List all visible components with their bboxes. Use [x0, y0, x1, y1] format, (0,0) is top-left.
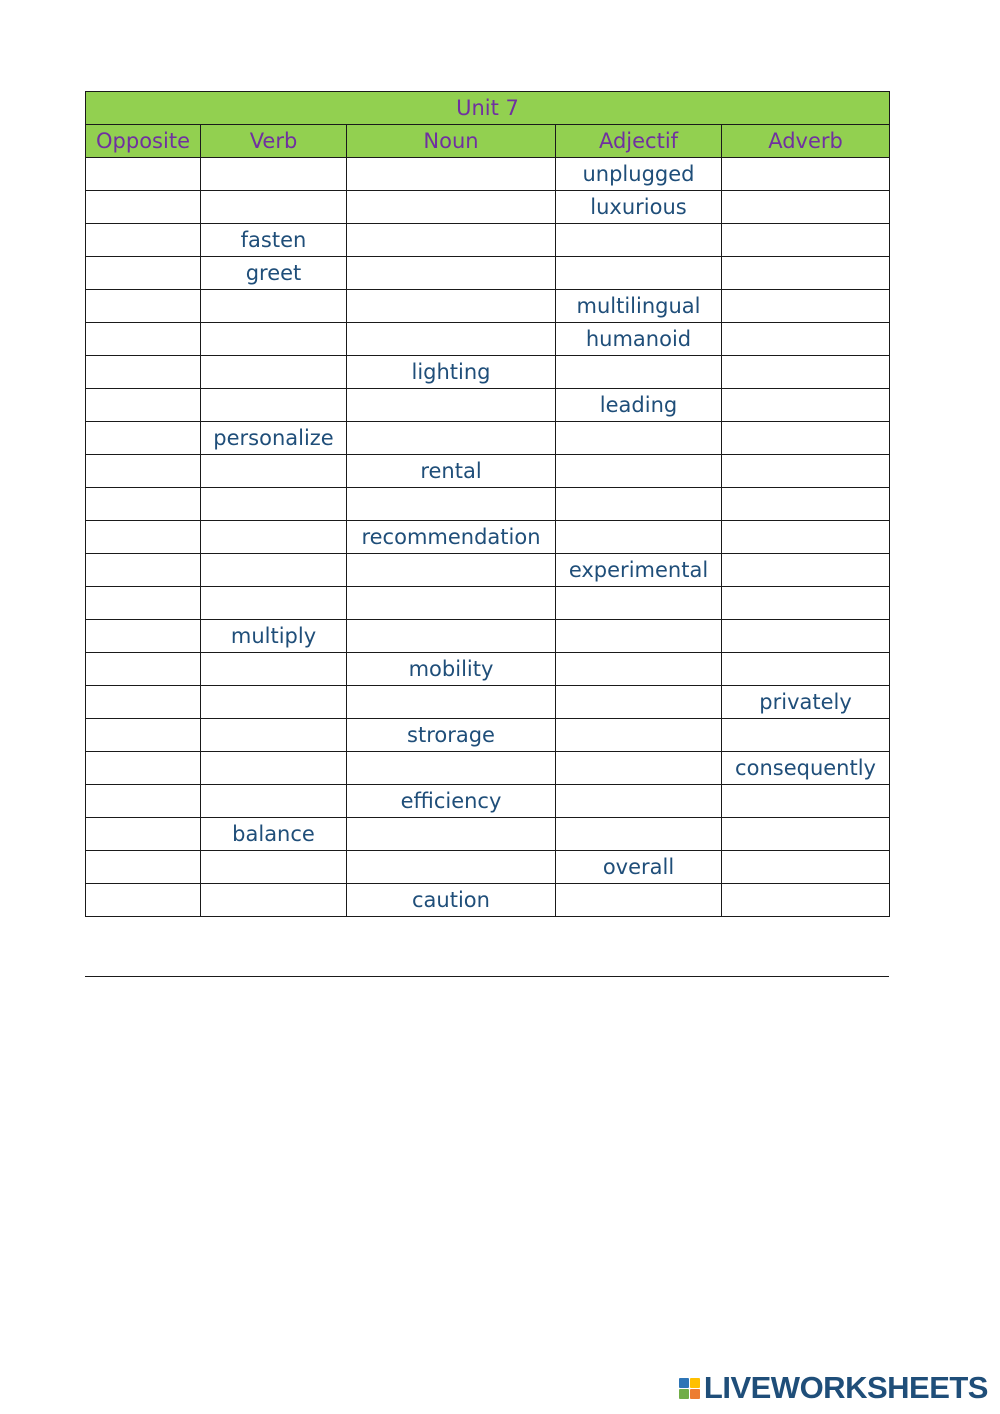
blank-input-cell[interactable] [556, 488, 722, 521]
blank-input-cell[interactable] [86, 323, 201, 356]
logo-square [679, 1389, 689, 1399]
table-title: Unit 7 [86, 92, 890, 125]
vocabulary-table [85, 91, 890, 917]
blank-input-cell[interactable] [722, 455, 890, 488]
blank-input-cell[interactable] [86, 554, 201, 587]
blank-input-cell[interactable] [556, 224, 722, 257]
blank-input-cell[interactable] [347, 752, 556, 785]
blank-input-cell[interactable] [201, 455, 347, 488]
blank-input-cell[interactable] [201, 356, 347, 389]
blank-input-cell[interactable] [201, 554, 347, 587]
column-header-verb: Verb [201, 125, 347, 158]
table-row [86, 455, 890, 488]
table-row [86, 785, 890, 818]
blank-input-cell[interactable] [86, 191, 201, 224]
blank-input-cell[interactable] [86, 653, 201, 686]
blank-input-cell[interactable] [201, 587, 347, 620]
word-cell: overall [556, 851, 722, 884]
blank-input-cell[interactable] [201, 191, 347, 224]
blank-input-cell[interactable] [722, 488, 890, 521]
blank-input-cell[interactable] [722, 389, 890, 422]
blank-input-cell[interactable] [722, 587, 890, 620]
blank-input-cell[interactable] [722, 719, 890, 752]
blank-input-cell[interactable] [722, 158, 890, 191]
table-row [86, 719, 890, 752]
blank-input-cell[interactable] [722, 191, 890, 224]
blank-input-cell[interactable] [347, 554, 556, 587]
blank-input-cell[interactable] [722, 323, 890, 356]
blank-input-cell[interactable] [201, 653, 347, 686]
word-cell: humanoid [556, 323, 722, 356]
column-header-adjectif: Adjectif [556, 125, 722, 158]
blank-input-cell[interactable] [722, 620, 890, 653]
blank-input-cell[interactable] [201, 851, 347, 884]
logo-square [690, 1378, 700, 1388]
table-row [86, 851, 890, 884]
blank-input-cell[interactable] [347, 620, 556, 653]
table-row [86, 554, 890, 587]
blank-input-cell[interactable] [201, 488, 347, 521]
word-cell: recommendation [347, 521, 556, 554]
word-cell: lighting [347, 356, 556, 389]
blank-input-cell[interactable] [86, 290, 201, 323]
blank-input-cell[interactable] [722, 224, 890, 257]
blank-input-cell[interactable] [201, 686, 347, 719]
blank-input-cell[interactable] [556, 521, 722, 554]
table-row [86, 389, 890, 422]
blank-input-cell[interactable] [556, 785, 722, 818]
blank-input-cell[interactable] [86, 719, 201, 752]
blank-input-cell[interactable] [722, 554, 890, 587]
word-cell: efficiency [347, 785, 556, 818]
word-cell: leading [556, 389, 722, 422]
blank-input-cell[interactable] [556, 587, 722, 620]
table-row [86, 587, 890, 620]
blank-input-cell[interactable] [347, 818, 556, 851]
word-cell: mobility [347, 653, 556, 686]
blank-input-cell[interactable] [201, 389, 347, 422]
table-row [86, 290, 890, 323]
blank-input-cell[interactable] [86, 356, 201, 389]
table-row [86, 884, 890, 917]
blank-input-cell[interactable] [86, 785, 201, 818]
worksheet [85, 91, 889, 917]
blank-input-cell[interactable] [347, 290, 556, 323]
word-cell: balance [201, 818, 347, 851]
column-header-adverb: Adverb [722, 125, 890, 158]
brand-footer [679, 1370, 988, 1406]
table-row [86, 818, 890, 851]
column-header-opposite: Opposite [86, 125, 201, 158]
table-row [86, 422, 890, 455]
blank-input-cell[interactable] [201, 785, 347, 818]
blank-input-cell[interactable] [201, 290, 347, 323]
blank-input-cell[interactable] [201, 719, 347, 752]
brand-name: LIVEWORKSHEETS [703, 1370, 988, 1405]
blank-input-cell[interactable] [556, 653, 722, 686]
table-row [86, 323, 890, 356]
table-row [86, 257, 890, 290]
blank-input-cell[interactable] [86, 422, 201, 455]
word-cell: strorage [347, 719, 556, 752]
blank-input-cell[interactable] [347, 686, 556, 719]
blank-input-cell[interactable] [556, 356, 722, 389]
blank-input-cell[interactable] [86, 818, 201, 851]
table-row [86, 191, 890, 224]
table-row [86, 752, 890, 785]
word-cell: unplugged [556, 158, 722, 191]
blank-input-cell[interactable] [556, 422, 722, 455]
blank-input-cell[interactable] [722, 422, 890, 455]
blank-input-cell[interactable] [86, 158, 201, 191]
blank-input-cell[interactable] [722, 851, 890, 884]
blank-input-cell[interactable] [556, 455, 722, 488]
blank-input-cell[interactable] [347, 257, 556, 290]
blank-input-cell[interactable] [86, 389, 201, 422]
logo-square [679, 1378, 689, 1388]
blank-input-cell[interactable] [556, 752, 722, 785]
blank-input-cell[interactable] [722, 356, 890, 389]
blank-input-cell[interactable] [86, 851, 201, 884]
word-cell: consequently [722, 752, 890, 785]
table-row [86, 158, 890, 191]
table-row [86, 488, 890, 521]
bottom-divider [85, 976, 889, 977]
blank-input-cell[interactable] [86, 224, 201, 257]
liveworksheets-logo-icon [679, 1378, 700, 1399]
blank-input-cell[interactable] [556, 257, 722, 290]
blank-input-cell[interactable] [86, 455, 201, 488]
blank-input-cell[interactable] [201, 158, 347, 191]
table-row [86, 653, 890, 686]
column-header-noun: Noun [347, 125, 556, 158]
blank-input-cell[interactable] [86, 521, 201, 554]
blank-input-cell[interactable] [86, 884, 201, 917]
blank-input-cell[interactable] [86, 620, 201, 653]
blank-input-cell[interactable] [201, 323, 347, 356]
blank-input-cell[interactable] [86, 587, 201, 620]
blank-input-cell[interactable] [556, 884, 722, 917]
table-row [86, 686, 890, 719]
blank-input-cell[interactable] [722, 785, 890, 818]
table-row [86, 356, 890, 389]
blank-input-cell[interactable] [722, 257, 890, 290]
word-cell: experimental [556, 554, 722, 587]
blank-input-cell[interactable] [347, 389, 556, 422]
blank-input-cell[interactable] [347, 488, 556, 521]
blank-input-cell[interactable] [86, 488, 201, 521]
logo-square [690, 1389, 700, 1399]
blank-input-cell[interactable] [201, 884, 347, 917]
blank-input-cell[interactable] [86, 686, 201, 719]
blank-input-cell[interactable] [86, 752, 201, 785]
word-cell: fasten [201, 224, 347, 257]
blank-input-cell[interactable] [556, 620, 722, 653]
blank-input-cell[interactable] [556, 818, 722, 851]
word-cell: multiply [201, 620, 347, 653]
word-cell: personalize [201, 422, 347, 455]
blank-input-cell[interactable] [556, 719, 722, 752]
blank-input-cell[interactable] [201, 521, 347, 554]
blank-input-cell[interactable] [347, 323, 556, 356]
word-cell: privately [722, 686, 890, 719]
blank-input-cell[interactable] [201, 752, 347, 785]
blank-input-cell[interactable] [722, 884, 890, 917]
blank-input-cell[interactable] [347, 158, 556, 191]
blank-input-cell[interactable] [347, 224, 556, 257]
blank-input-cell[interactable] [722, 818, 890, 851]
word-cell: luxurious [556, 191, 722, 224]
blank-input-cell[interactable] [556, 686, 722, 719]
word-cell: rental [347, 455, 556, 488]
blank-input-cell[interactable] [347, 422, 556, 455]
word-cell: greet [201, 257, 347, 290]
table-row [86, 620, 890, 653]
word-cell: caution [347, 884, 556, 917]
blank-input-cell[interactable] [722, 290, 890, 323]
word-cell: multilingual [556, 290, 722, 323]
blank-input-cell[interactable] [722, 521, 890, 554]
blank-input-cell[interactable] [347, 851, 556, 884]
blank-input-cell[interactable] [86, 257, 201, 290]
table-row [86, 521, 890, 554]
blank-input-cell[interactable] [722, 653, 890, 686]
blank-input-cell[interactable] [347, 191, 556, 224]
blank-input-cell[interactable] [347, 587, 556, 620]
table-row [86, 224, 890, 257]
